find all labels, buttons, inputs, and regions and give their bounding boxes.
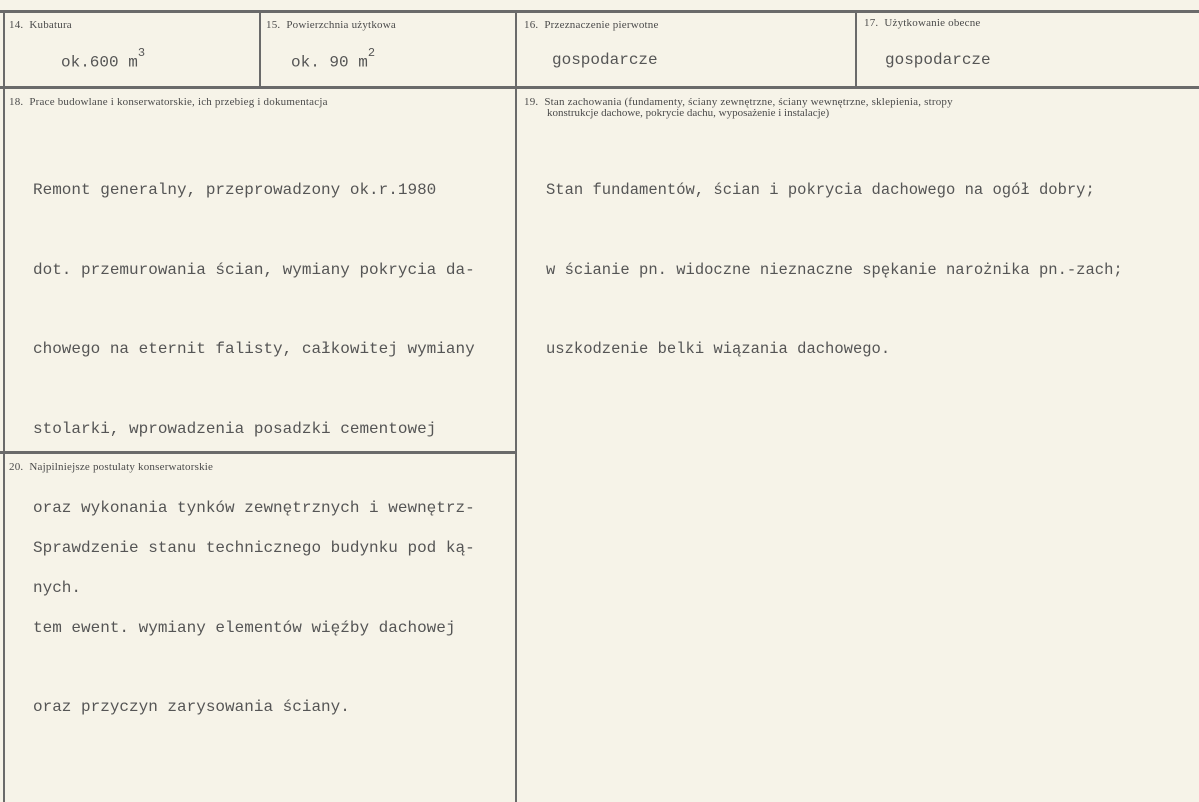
field18-line: Remont generalny, przeprowadzony ok.r.1980 bbox=[33, 181, 437, 199]
field14-number: 14. bbox=[9, 19, 24, 31]
divider-16-17 bbox=[855, 10, 857, 88]
field16-label bbox=[524, 19, 659, 31]
field15-label bbox=[266, 19, 396, 31]
field15-value-text: ok. 90 m bbox=[291, 53, 368, 72]
field20-label bbox=[9, 461, 213, 473]
field20-title: Najpilniejsze postulaty konserwatorskie bbox=[29, 461, 214, 473]
field18-label bbox=[9, 96, 328, 108]
field20-text bbox=[33, 482, 475, 774]
field18-title: Prace budowlane i konserwatorskie, ich przebieg i dokumentacja bbox=[29, 96, 328, 108]
field18-line: oraz wykonania tynków zewnętrznych i wewnętrz- bbox=[33, 499, 475, 517]
field19-text bbox=[546, 124, 1123, 416]
field17-label bbox=[864, 17, 981, 29]
field16-title: Przeznaczenie pierwotne bbox=[544, 19, 659, 31]
row1-bottom-border bbox=[0, 86, 1199, 89]
top-border bbox=[0, 10, 1199, 13]
field15-unit-exponent: 2 bbox=[367, 46, 376, 60]
field14-label bbox=[9, 19, 72, 31]
field17-value: gospodarcze bbox=[885, 51, 991, 69]
field18-number: 18. bbox=[9, 96, 24, 108]
field16-value: gospodarcze bbox=[552, 51, 658, 69]
field14-value-text: ok.600 m bbox=[61, 53, 138, 72]
field14-unit-exponent: 3 bbox=[137, 46, 146, 60]
field15-number: 15. bbox=[266, 19, 281, 31]
field14-title: Kubatura bbox=[29, 19, 72, 31]
field17-title: Użytkowanie obecne bbox=[884, 17, 981, 29]
field20-number: 20. bbox=[9, 461, 24, 473]
field18-line: chowego na eternit falisty, całkowitej wymiany bbox=[33, 340, 475, 358]
field20-line: tem ewent. wymiany elementów więźby dachowej bbox=[33, 618, 456, 637]
divider-main bbox=[515, 10, 517, 802]
divider-14-15 bbox=[259, 10, 261, 88]
field15-title: Powierzchnia użytkowa bbox=[286, 19, 396, 31]
field19-line: w ścianie pn. widoczne nieznaczne spękanie narożnika pn.-zach; bbox=[546, 260, 1123, 279]
field19-line: uszkodzenie belki wiązania dachowego. bbox=[546, 340, 891, 358]
field18-line: stolarki, wprowadzenia posadzki cementowej bbox=[33, 419, 437, 438]
field19-title: Stan zachowania (fundamenty, ściany zewnętrzne, ściany wewnętrzne, sklepienia, stropy bbox=[544, 96, 953, 108]
field18-line: nych. bbox=[33, 578, 82, 597]
field18-line: dot. przemurowania ścian, wymiany pokrycia da- bbox=[33, 260, 475, 279]
field19-line: Stan fundamentów, ścian i pokrycia dachowego na ogół dobry; bbox=[546, 181, 1095, 199]
field19-number: 19. bbox=[524, 96, 539, 108]
field14-value bbox=[61, 46, 146, 72]
field19-label-line2: konstrukcje dachowe, pokrycie dachu, wyposażenie i instalacje) bbox=[547, 107, 830, 119]
field20-line: oraz przyczyn zarysowania ściany. bbox=[33, 698, 350, 716]
field17-number: 17. bbox=[864, 17, 879, 29]
field16-number: 16. bbox=[524, 19, 539, 31]
field20-line: Sprawdzenie stanu technicznego budynku pod ką- bbox=[33, 539, 475, 557]
left-border bbox=[3, 10, 5, 802]
field15-value bbox=[291, 46, 376, 72]
